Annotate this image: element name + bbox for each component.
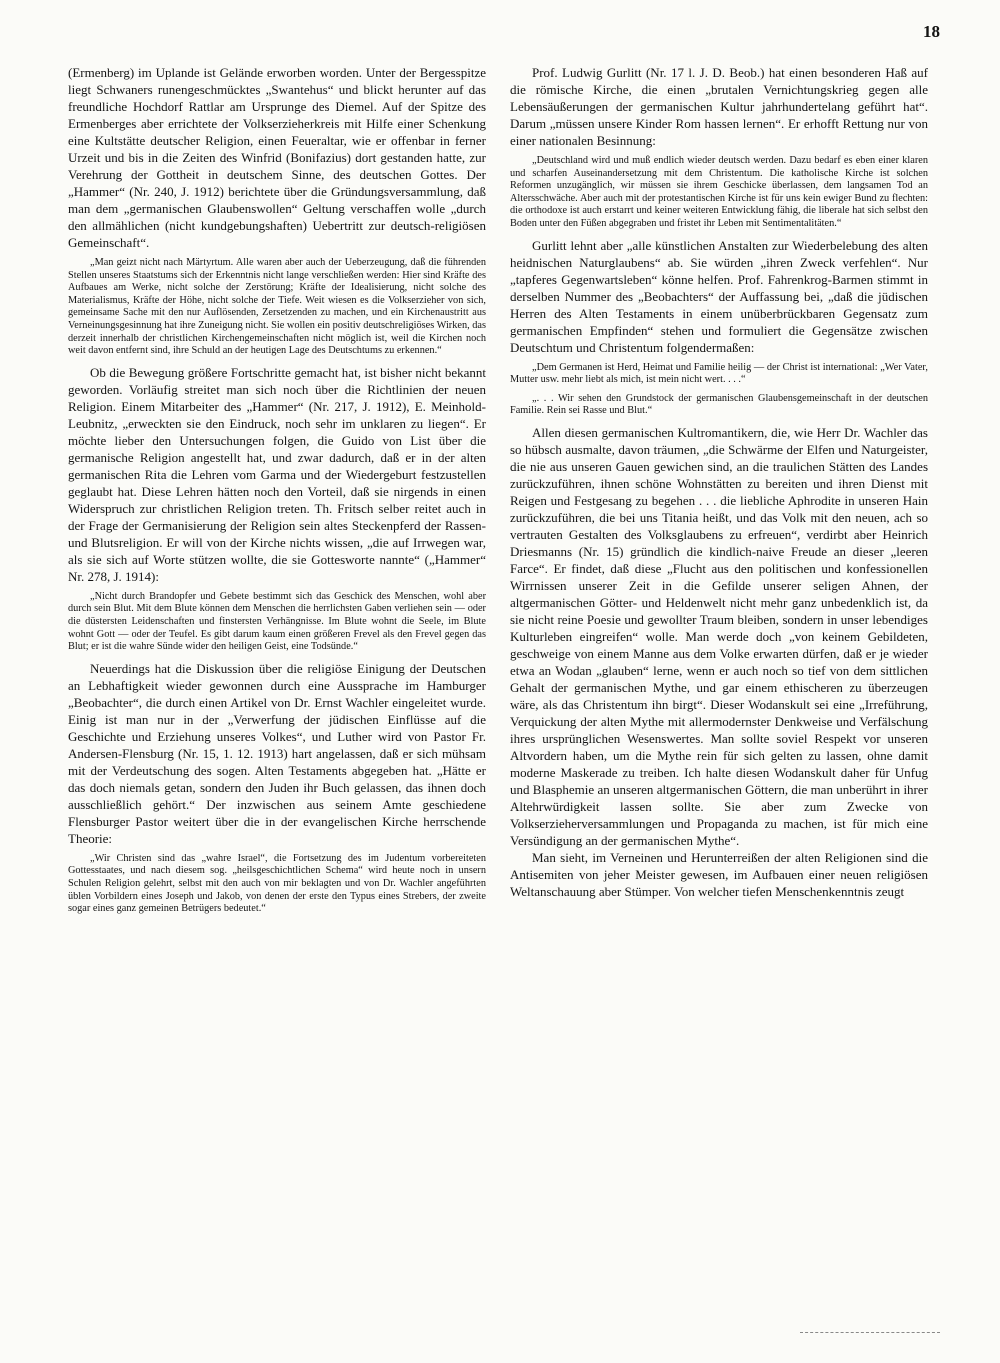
- left-column: [68, 64, 486, 922]
- paragraph: Man sieht, im Verneinen und Herunterreißen der alten Religionen sind die Antisemiten von jeher Meister gewesen, im Aufbauen einer neuen religiösen Weltanschauung aber Stümper. Von welcher tiefen Menschenkenntnis zeugt: [510, 849, 928, 899]
- block-quote: „Wir Christen sind das „wahre Israel“, die Fortsetzung des im Judentum vorbereiteten Gottesstaates, und nach diesem sog. „heilsgeschichtlichen Schema“ wird heute noch in unsern Schulen Religion gelehrt, selbst mit den auch von mir beklagten und von Dr. Wachler angeführten üblen Vorbildern eines Joseph und Jakob, von denen der erste den Typus eines Strebers, der zweite sogar eines ganz gemeinen Betrügers bedeutet.“: [68, 852, 486, 915]
- paragraph: (Ermenberg) im Uplande ist Gelände erworben worden. Unter der Bergesspitze liegt Schwaners runengeschmücktes „Swantehus“ und blickt herunter auf das freundliche Hochdorf Rattlar am Ursprunge des Diemel. Auf der Spitze des Ermenberges aber errichtete der Volkserzieherkreis mit Hilfe einer Schenkung eine Kultstätte deutscher Religion, einen Feueraltar, wie er offenbar in ferner Urzeit und bis in die Zeiten des Winfrid (Bonifazius) dort gestanden hatte, zur Verehrung der Gottheit in deutschem Sinne, des deutschen Gottes. Der „Hammer“ (Nr. 240, J. 1912) berichtete über die Gründungsversammlung, daß man dem „germanischen Glaubenswollen“ Geltung verschaffen wolle „durch den allmählichen (nicht kundgebungshaften) Uebertritt zur deutsch-religiösen Gemeinschaft“.: [68, 65, 486, 250]
- block-quote: „Man geizt nicht nach Märtyrtum. Alle waren aber auch der Ueberzeugung, daß die führenden Stellen unseres Staatstums sich der Erkenntnis nicht lange verschließen werden: Hier sind Kräfte des Aufbaues am Werke, nicht solche der Zerstörung; Kräfte der Idealisierung, nicht solche des Materialismus, Kräfte der Höhe, nicht solche der Tiefe. Weit wiesen es die Volkserzieher von sich, gemeinsame Sache mit den nur Auflösenden, Zersetzenden zu machen, und ein Kirchenaustritt aus Verneinungsgesinnung hat ihre Zuneigung nicht. Sie wollen ein positiv deutschreligiöses Wirken, das derzeit innerhalb der christlichen Kirchengemeinschaften nicht möglich ist, weil die Kirchen noch weit davon entfernt sind, ihre Schuld an der heutigen Lage des Deutschtums zu erkennen.“: [68, 257, 486, 357]
- block-quote: „Dem Germanen ist Herd, Heimat und Familie heilig — der Christ ist international: „Wer Vater, Mutter usw. mehr liebt als mich, ist mein nicht wert. . . .“: [510, 361, 928, 386]
- page-number: 18: [923, 22, 940, 41]
- paragraph: Neuerdings hat die Diskussion über die religiöse Einigung der Deutschen an Lebhaftigkeit wieder gewonnen durch eine Aussprache im Hamburger „Beobachter“, die durch einen Artikel von Dr. Ernst Wachler eingeleitet wurde. Einig ist man nur in der „Verwerfung der jüdischen Einflüsse auf die Geschichte und Erziehung unseres Volkes“, und Luther wird von Pastor Fr. Andersen-Flensburg (Nr. 15, 1. 12. 1913) hart angelassen, daß er sich mühsam mit der Verdeutschung des sogen. Alten Testaments abgegeben hat. „Hätte er das doch niemals getan, sondern den Juden ihr Buch gelassen, das ihnen doch ausschließlich gehört.“ Der inzwischen aus seinem Amte geschiedene Flensburger Pastor weitert über die in der evangelischen Kirche herrschende Theorie:: [68, 660, 486, 846]
- right-column: [510, 64, 928, 900]
- paragraph: Prof. Ludwig Gurlitt (Nr. 17 l. J. D. Beob.) hat einen besonderen Haß auf die römische Kirche, die einen „brutalen Vernichtungskrieg gegen alle Lebensäußerungen der germanischen Kultur jahrhundertelang geführt hat“. Darum „müssen unsere Kinder Rom hassen lernen“. Er erhofft Rettung nur von einer nationalen Besinnung:: [510, 65, 928, 148]
- paragraph: Ob die Bewegung größere Fortschritte gemacht hat, ist bisher nicht bekannt geworden. Vorläufig streitet man sich noch über die Richtlinien der neuen Religion. Einem Mitarbeiter des „Hammer“ (Nr. 217, J. 1912), E. Meinhold-Leubnitz, „erweckten sie den Eindruck, noch sehr im unklaren zu liegen“. Er möchte lieber den Untersuchungen folgen, die Guido von List über die germanische Religion angestellt hat, und zwar dadurch, daß er in der alten germanischen Rita die Lehren vom Garma und der Wiedergeburt festzustellen geglaubt hat. Diese Lehren hätten noch den Vorteil, daß sie nirgends in einen Widerspruch zur christlichen Religion treten. Th. Fritsch selber reitet auch in der Frage der Germanisierung der Religion sein altes Steckenpferd der Rassen- und Blutsreligion. Er will von der Kirche nichts wissen, „die auf Irrwegen war, als sie sich auf Worte stützen wollte, die sie Gottesworte nannte“ („Hammer“ Nr. 278, J. 1914):: [68, 364, 486, 584]
- block-quote: „Deutschland wird und muß endlich wieder deutsch werden. Dazu bedarf es eben einer klaren und scharfen Auseinandersetzung mit dem Christentum. Die katholische Kirche ist solchen Reformen unzugänglich, wir müssen sie ihrem Geschicke überlassen, dem langsamen Tod an Altersschwäche. Aber auch mit der protestantischen Kirche ist für uns kein ewiger Bund zu flechten: die orthodoxe ist auch erstarrt und keiner weiteren Entwicklung fähig, die liberale hat sich selbst den Boden unter den Füßen abgegraben und fristet ihr Leben mit Sentimentalitäten.“: [510, 155, 928, 229]
- block-quote: „Nicht durch Brandopfer und Gebete bestimmt sich das Geschick des Menschen, wohl aber durch sein Blut. Mit dem Blute können dem Menschen die herrlichsten Gaben verliehen sein — oder die düstersten Leidenschaften und finstersten Verhängnisse. Im Blute wohnt die Seele, im Blute wohnt Gott — oder der Teufel. Es gibt darum kaum einen größeren Frevel als den Frevel gegen das Blut; er ist die wahre Sünde wider den heiligen Geist, eine Todsünde.“: [68, 590, 486, 653]
- paragraph: Allen diesen germanischen Kultromantikern, die, wie Herr Dr. Wachler das so hübsch ausmalte, davon träumen, „die Schwärme der Elfen und Naturgeister, die nie aus unseren Gauen gewichen sind, an die traulichen Stätten des Landes zurückzuführen, ihnen schöne Wohnstätten zu bereiten und ihren Dienst mit Reigen und Festgesang zu begehen . . . die liebliche Aphrodite in unseren Hain zurückzuführen, die bei uns Titania heißt, und das Volk mit den neuen, ach so vertrauten Gestalten des Volksglaubens zu erfreuen“, verdirbt aber Heinrich Driesmanns (Nr. 15) gründlich die kindlich-naive Freude an dieser „leeren Farce“. Er findet, daß diese „Flucht aus den politischen und konfessionellen Wirrnissen unserer Zeit in die Gefilde unserer seligen Ahnen, der altgermanischen Götter- und Heldenwelt nicht mehr ganz unbedenklich ist, da sie nicht reine Poesie und gewollter Traum bleiben, sondern in unser lebendiges Kulturleben eingreifen“ wolle. Man werde doch „von keinem Gebildeten, geschweige von einem Manne aus dem Volke erwarten dürfen, daß er je wieder etwa an Wodan „glauben“ lerne, wenn er auch noch so tief von dem sittlichen Gehalt der germanischen Mythe, und gar einem ethischeren zu überzeugen wäre, als das Christentum ihn birgt“. Dieser Wodanskult sei eine „Irreführung, Verquickung der alten Mythe mit allermodernster Denkweise und Verfälschung ihres ursprünglichen Wesenswertes. Man sollte soviel Respekt vor unseren Altvordern haben, um die Mythe rein für sich gelten zu lassen, ohne damit moderne Maskerade zu treiben. Ich halte diesen Wodanskult daher für Unfug und Blasphemie an unseren altgermanischen Göttern, die man unberührt in ihrer Altehrwürdigkeit lassen sollte. Sie aber zum Zwecke von Volkserzieherversammlungen und Propaganda zu machen, ist für mich eine Versündigung an der germanischen Mythe“.: [510, 424, 928, 848]
- paragraph: Gurlitt lehnt aber „alle künstlichen Anstalten zur Wiederbelebung des alten heidnischen Naturglaubens“ ab. Sie würden „ihren Zweck verfehlen“. Nur „tapferes Gegenwartsleben“ könne helfen. Prof. Fahrenkrog-Barmen stimmt in derselben Nummer des „Beobachters“ der Auffassung bei, „daß die jüdischen Herren des Alten Testaments in einem unüberbrückbaren Gegensatz zum germanischen Empfinden“ stehen und formuliert die Gegensätze zwischen Deutschtum und Christentum folgendermaßen:: [510, 237, 928, 355]
- block-quote: „. . . Wir sehen den Grundstock der germanischen Glaubensgemeinschaft in der deutschen Familie. Rein sei Rasse und Blut.“: [510, 392, 928, 417]
- footer-rule: [800, 1332, 940, 1333]
